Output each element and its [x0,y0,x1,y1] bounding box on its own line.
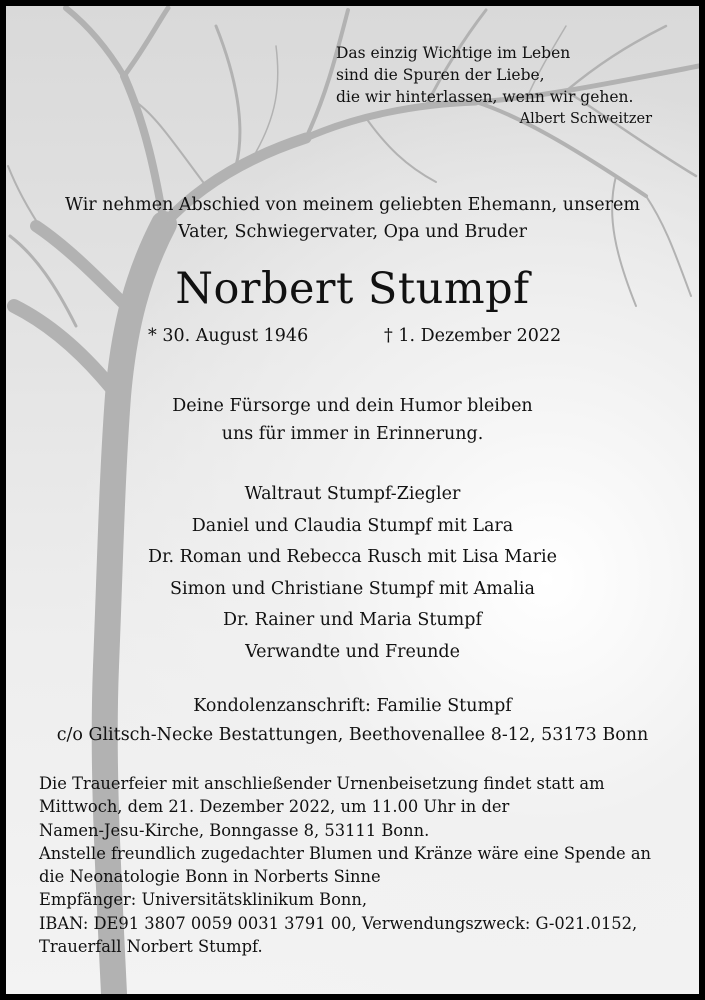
deceased-name: Norbert Stumpf [175,264,530,314]
mourner-entry: Simon und Christiane Stumpf mit Amalia [170,578,535,599]
death-date: † 1. Dezember 2022 [384,326,562,346]
remembrance-line: Deine Fürsorge und dein Humor bleiben [172,396,533,416]
remembrance-line: uns für immer in Erinnerung. [221,424,484,444]
address-line: Kondolenzanschrift: Familie Stumpf [193,696,512,716]
service-line: Mittwoch, dem 21. Dezember 2022, um 11.00 Uhr in der [39,797,510,817]
farewell-intro [6,192,699,246]
service-line: Namen-Jesu-Kirche, Bonngasse 8, 53111 Bonn. [39,820,430,840]
mourner-entry: Dr. Roman und Rebecca Rusch mit Lisa Marie [148,547,557,567]
epigraph-quote [336,42,666,130]
service-line: Empfänger: Universitätsklinikum Bonn, [39,890,368,910]
quote-author: Albert Schweitzer [519,111,652,127]
condolence-address [6,692,699,750]
service-line: Die Trauerfeier mit anschließender Urnenbeisetzung findet statt am [39,774,605,793]
mourner-entry: Daniel und Claudia Stumpf mit Lara [191,515,514,536]
quote-line: Das einzig Wichtige im Leben [336,44,571,62]
mourners-list [6,479,699,668]
birth-date: * 30. August 1946 [148,326,309,346]
service-line: die Neonatologie Bonn in Norberts Sinne [39,867,381,887]
remembrance-text [6,392,699,448]
notice-content [6,6,699,994]
service-line: Anstelle freundlich zugedachter Blumen und Kränze wäre eine Spende an [39,843,652,863]
service-line: Trauerfall Norbert Stumpf. [39,937,263,957]
mourner-entry: Dr. Rainer und Maria Stumpf [223,610,482,630]
quote-line: die wir hinterlassen, wenn wir gehen. [336,88,634,106]
service-line: IBAN: DE91 3807 0059 0031 3791 00, Verwendungszweck: G-021.0152, [39,913,638,933]
intro-line: Vater, Schwiegervater, Opa und Bruder [178,222,527,242]
mourner-entry: Waltraut Stumpf-Ziegler [244,484,461,504]
mourner-entry: Verwandte und Freunde [245,641,460,662]
funeral-service-details [39,772,679,958]
address-line: c/o Glitsch-Necke Bestattungen, Beethovenallee 8-12, 53173 Bonn [56,725,649,745]
quote-line: sind die Spuren der Liebe, [336,66,545,84]
intro-line: Wir nehmen Abschied von meinem geliebten Ehemann, unserem [65,195,640,215]
